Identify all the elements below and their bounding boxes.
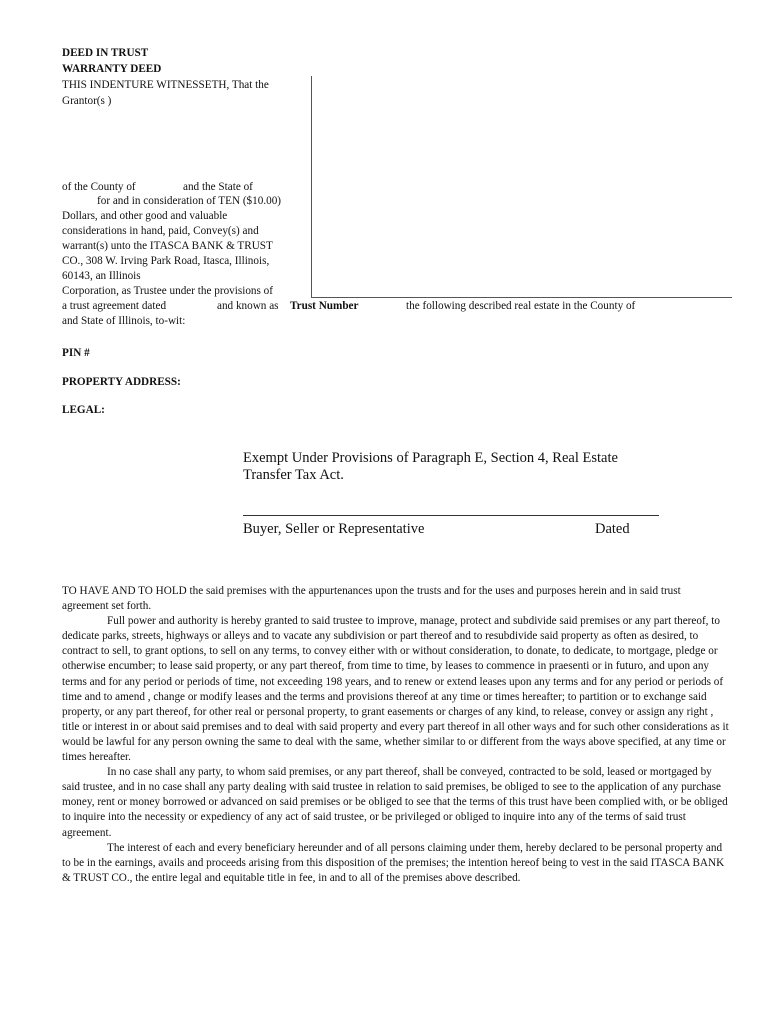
trust-number-label: Trust Number (290, 300, 359, 312)
pin-label: PIN # (62, 347, 90, 359)
intro-line: THIS INDENTURE WITNESSETH, That the (62, 79, 269, 91)
document-title: DEED IN TRUST (62, 47, 149, 59)
recorder-box-horizontal-line (311, 297, 732, 298)
consideration-line: Corporation, as Trustee under the provisions of (62, 285, 273, 297)
deed-body (62, 584, 730, 886)
paragraph-to-have-and-to-hold: TO HAVE AND TO HOLD the said premises with the appurtenances upon the trusts and for the uses and purposes herein and in said trust agreement set forth. (62, 585, 681, 613)
paragraph-full-power: Full power and authority is hereby granted to said trustee to improve, manage, protect and subdivide said premises or any part thereof, to dedicate parks, streets, highways or alleys and to vacate any subdivision or part thereof and to resubdivide said property as often as desired, to contract to sell, to grant options, to sell on any terms, to convey either with or without consideration, to donate, to dedicate, to mortgage, pledge or otherwise encumber; to lease said property, or any part thereof, from time to time, by leases to commence in praesenti or in futuro, and upon any terms and for any period or periods of time, not exceeding 198 years, and to renew or extend leases upon any terms and for any period or periods of time and to amend , change or modify leases and the terms and provisions thereof at any time or times hereafter; to partition or to exchange said property, or any part thereof, for other real or personal property, to grant easements or charges of any kind, to release, convey or assign any right , title or interest in or about said premises and to deal with said property and every part thereof in all other ways and for such other considerations as it would be lawful for any person owning the same to deal with the same, whether similar to or different from the ways above specified, at any time or times hereafter. (62, 615, 729, 764)
dated-label: Dated (595, 521, 630, 537)
paragraph-no-party: In no case shall any party, to whom said premises, or any part thereof, shall be conveyed, contracted to be sold, leased or mortgaged by said trustee, and in no case shall any party dealing with said trustee in relation to said premises, be obliged to see to the application of any purchase money, rent or money borrowed or advanced on said premises or be obliged to see that the terms of this trust have been complied with, or be obliged to inquire into the necessity or expediency of any act of said trustee, or be privileged or obliged to inquire into any of the terms of said trust agreement. (62, 766, 728, 839)
trust-agreement-label: a trust agreement dated (62, 300, 167, 312)
consideration-line: for and in consideration of TEN ($10.00) (97, 195, 282, 207)
property-address-label: PROPERTY ADDRESS: (62, 376, 181, 388)
document-subtitle: WARRANTY DEED (62, 63, 162, 75)
consideration-line: warrant(s) unto the ITASCA BANK & TRUST (62, 240, 273, 252)
buyer-seller-label: Buyer, Seller or Representative (243, 521, 425, 537)
county-label: of the County of (62, 181, 136, 193)
consideration-line: CO., 308 W. Irving Park Road, Itasca, Illinois, (62, 255, 270, 267)
exempt-line: Transfer Tax Act. (243, 467, 344, 483)
consideration-line: Dollars, and other good and valuable (62, 210, 228, 222)
consideration-line: 60143, an Illinois (62, 270, 141, 282)
real-estate-text: the following described real estate in the County of (406, 300, 636, 312)
state-illinois-line: and State of Illinois, to-wit: (62, 315, 186, 327)
recorder-box-vertical-line (311, 76, 312, 298)
known-as-label: and known as (217, 300, 279, 312)
signature-line (243, 515, 659, 516)
paragraph-beneficiary-interest: The interest of each and every beneficiary hereunder and of all persons claiming under them, hereby declared to be personal property and to be in the earnings, avails and proceeds arising from this disposition of the premises; the intention hereof being to vest in the said ITASCA BANK & TRUST CO., the entire legal and equitable title in fee, in and to all of the premises above described. (62, 841, 725, 884)
legal-label: LEGAL: (62, 404, 105, 416)
state-label: and the State of (183, 181, 253, 193)
exempt-line: Exempt Under Provisions of Paragraph E, Section 4, Real Estate (243, 450, 618, 466)
grantor-label: Grantor(s ) (62, 95, 112, 107)
consideration-line: considerations in hand, paid, Convey(s) and (62, 225, 259, 237)
